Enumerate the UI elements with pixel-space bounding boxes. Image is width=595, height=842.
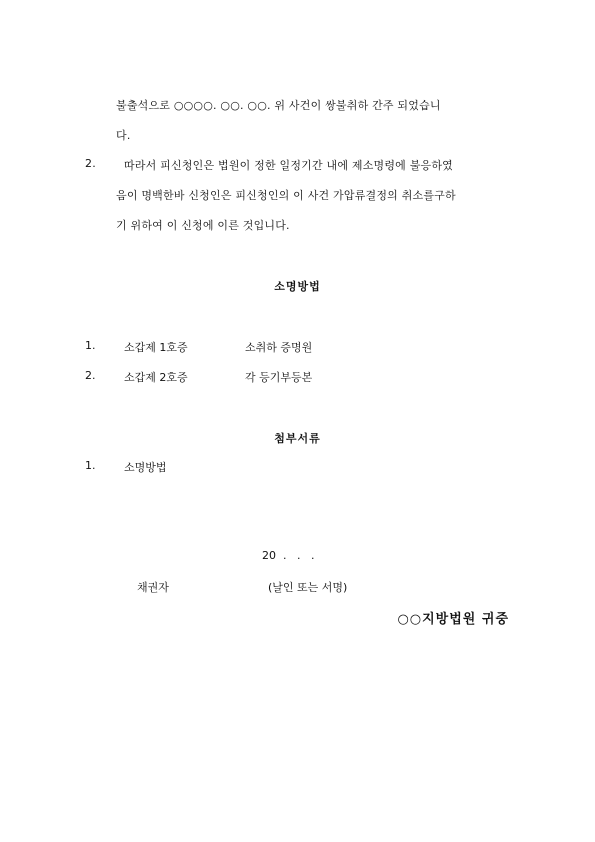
signature-date: 20 . . . <box>262 549 315 562</box>
evidence-item-2-desc: 각 등기부등본 <box>245 371 313 384</box>
para1-line1: 불출석으로 ○○○○. ○○. ○○. 위 사건이 쌍불취하 간주 되었습니 <box>116 99 441 112</box>
para1-line2: 다. <box>116 129 131 142</box>
evidence-item-2-number: 2. <box>85 369 96 382</box>
evidence-item-2-code: 소갑제 2호증 <box>124 371 188 384</box>
evidence-item-1-desc: 소취하 증명원 <box>245 341 313 354</box>
evidence-item-1-code: 소갑제 1호증 <box>124 341 188 354</box>
evidence-item-1-number: 1. <box>85 339 96 352</box>
attachments-heading: 첨부서류 <box>274 432 321 445</box>
court-addressee: ○○지방법원 귀중 <box>397 612 509 627</box>
evidence-heading: 소명방법 <box>274 280 321 293</box>
attachment-item-1-text: 소명방법 <box>124 461 167 474</box>
para2-line2: 음이 명백한바 신청인은 피신청인의 이 사건 가압류결정의 취소를구하 <box>116 189 456 202</box>
seal-note: (날인 또는 서명) <box>268 581 348 594</box>
para2-line3: 기 위하여 이 신청에 이른 것입니다. <box>116 219 290 232</box>
para2-line1: 따라서 피신청인은 법원이 정한 일정기간 내에 제소명령에 불응하였 <box>124 159 454 172</box>
attachment-item-1-number: 1. <box>85 459 96 472</box>
creditor-label: 채권자 <box>137 581 169 594</box>
para2-number: 2. <box>85 157 96 170</box>
